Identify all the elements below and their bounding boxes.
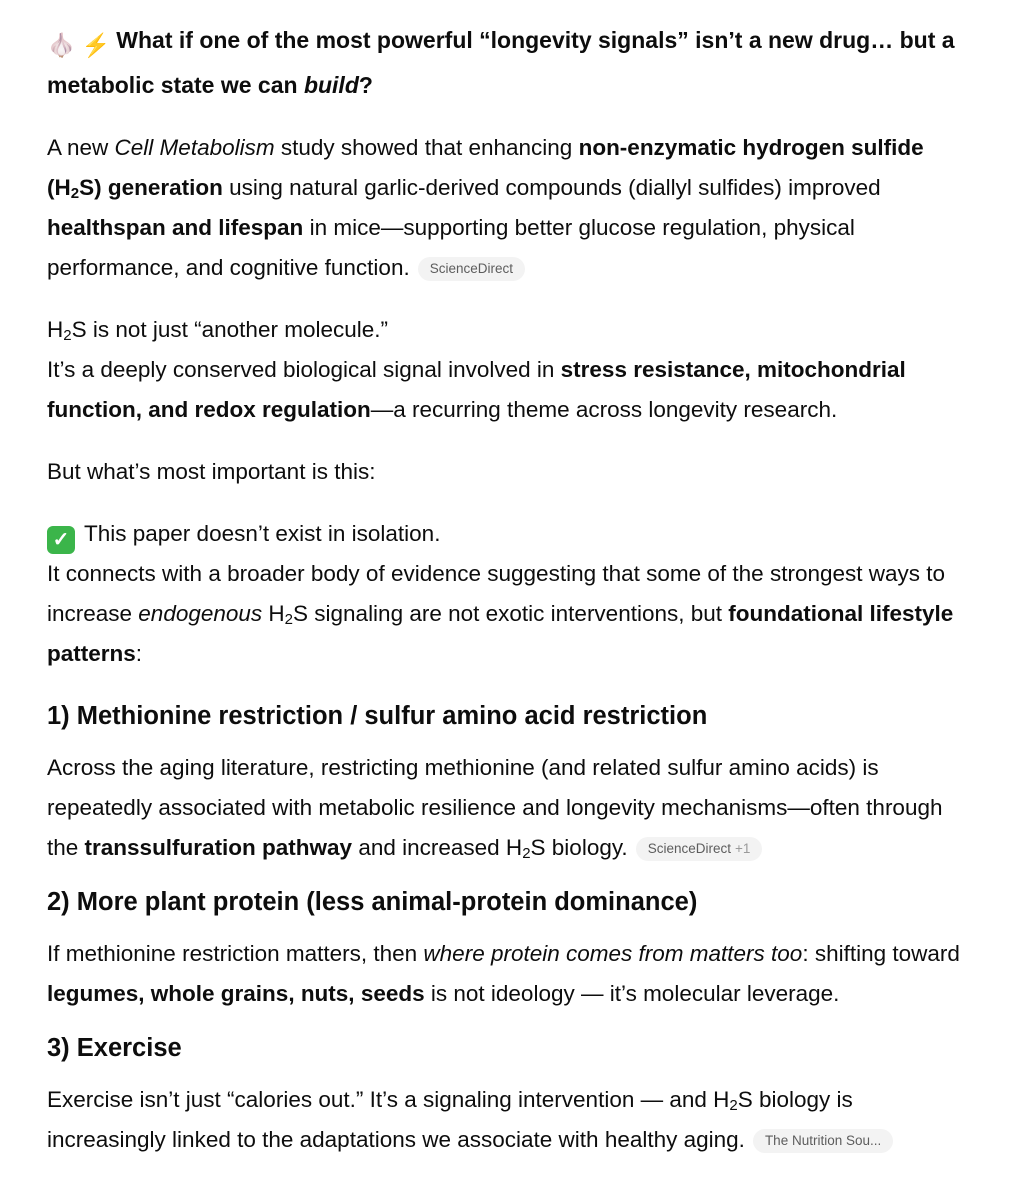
section-heading-plant-protein: 2) More plant protein (less animal-protein dominance) <box>47 888 698 916</box>
source-chip-sciencedirect-plus[interactable]: ScienceDirect +1 <box>636 837 763 861</box>
important-line: But what’s most important is this: <box>47 459 376 484</box>
post-title: 🧄 ⚡ What if one of the most powerful “longevity signals” isn’t a new drug… but a metabolic state we can build? <box>47 27 955 98</box>
section-body-methionine: Across the aging literature, restricting methionine (and related sulfur amino acids) is repeatedly associated with metabolic resilience and longevity mechanisms—often through the transsulfuration pathway and increased $H_2S$ biology. ScienceDirect +1 <box>47 755 943 862</box>
check-mark-icon: ✓ <box>47 526 75 554</box>
section-body-plant-protein: If methionine restriction matters, then where protein comes from matters too: shifting toward legumes, whole grains, nuts, seeds is not ideology — it’s molecular leverage. <box>47 941 960 1006</box>
h2s-paragraph: $H_2S$ is not just “another molecule.” It’s a deeply conserved biological signal involved in stress resistance, mitochondrial function, and redox regulation—a recurring theme across longevity research. <box>47 317 906 422</box>
context-paragraph: ✓ This paper doesn’t exist in isolation. It connects with a broader body of evidence suggesting that some of the strongest ways to increase endogenous $H_2S$ signaling are not exotic interventions, but foundational lifestyle patterns: <box>47 521 954 666</box>
garlic-icon: 🧄 <box>47 32 76 58</box>
lightning-icon: ⚡ <box>81 32 111 58</box>
source-chip-nutrition-source[interactable]: The Nutrition Sou... <box>753 1129 893 1153</box>
section-heading-exercise: 3) Exercise <box>47 1034 182 1062</box>
section-heading-methionine: 1) Methionine restriction / sulfur amino acid restriction <box>47 702 708 730</box>
intro-paragraph: A new Cell Metabolism study showed that enhancing non-enzymatic hydrogen sulfide $(H_2S)$ generation using natural garlic-derived compounds (diallyl sulfides) improved healthspan and lifespan in mice—supporting better glucose regulation, physical performance, and cognitive function. ScienceDirect <box>47 135 924 280</box>
section-body-exercise: Exercise isn’t just “calories out.” It’s a signaling intervention — and $H_2S$ biology is increasingly linked to the adaptations we associate with healthy aging. The Nutrition Sou... <box>47 1080 976 1160</box>
source-chip-sciencedirect[interactable]: ScienceDirect <box>418 257 525 281</box>
